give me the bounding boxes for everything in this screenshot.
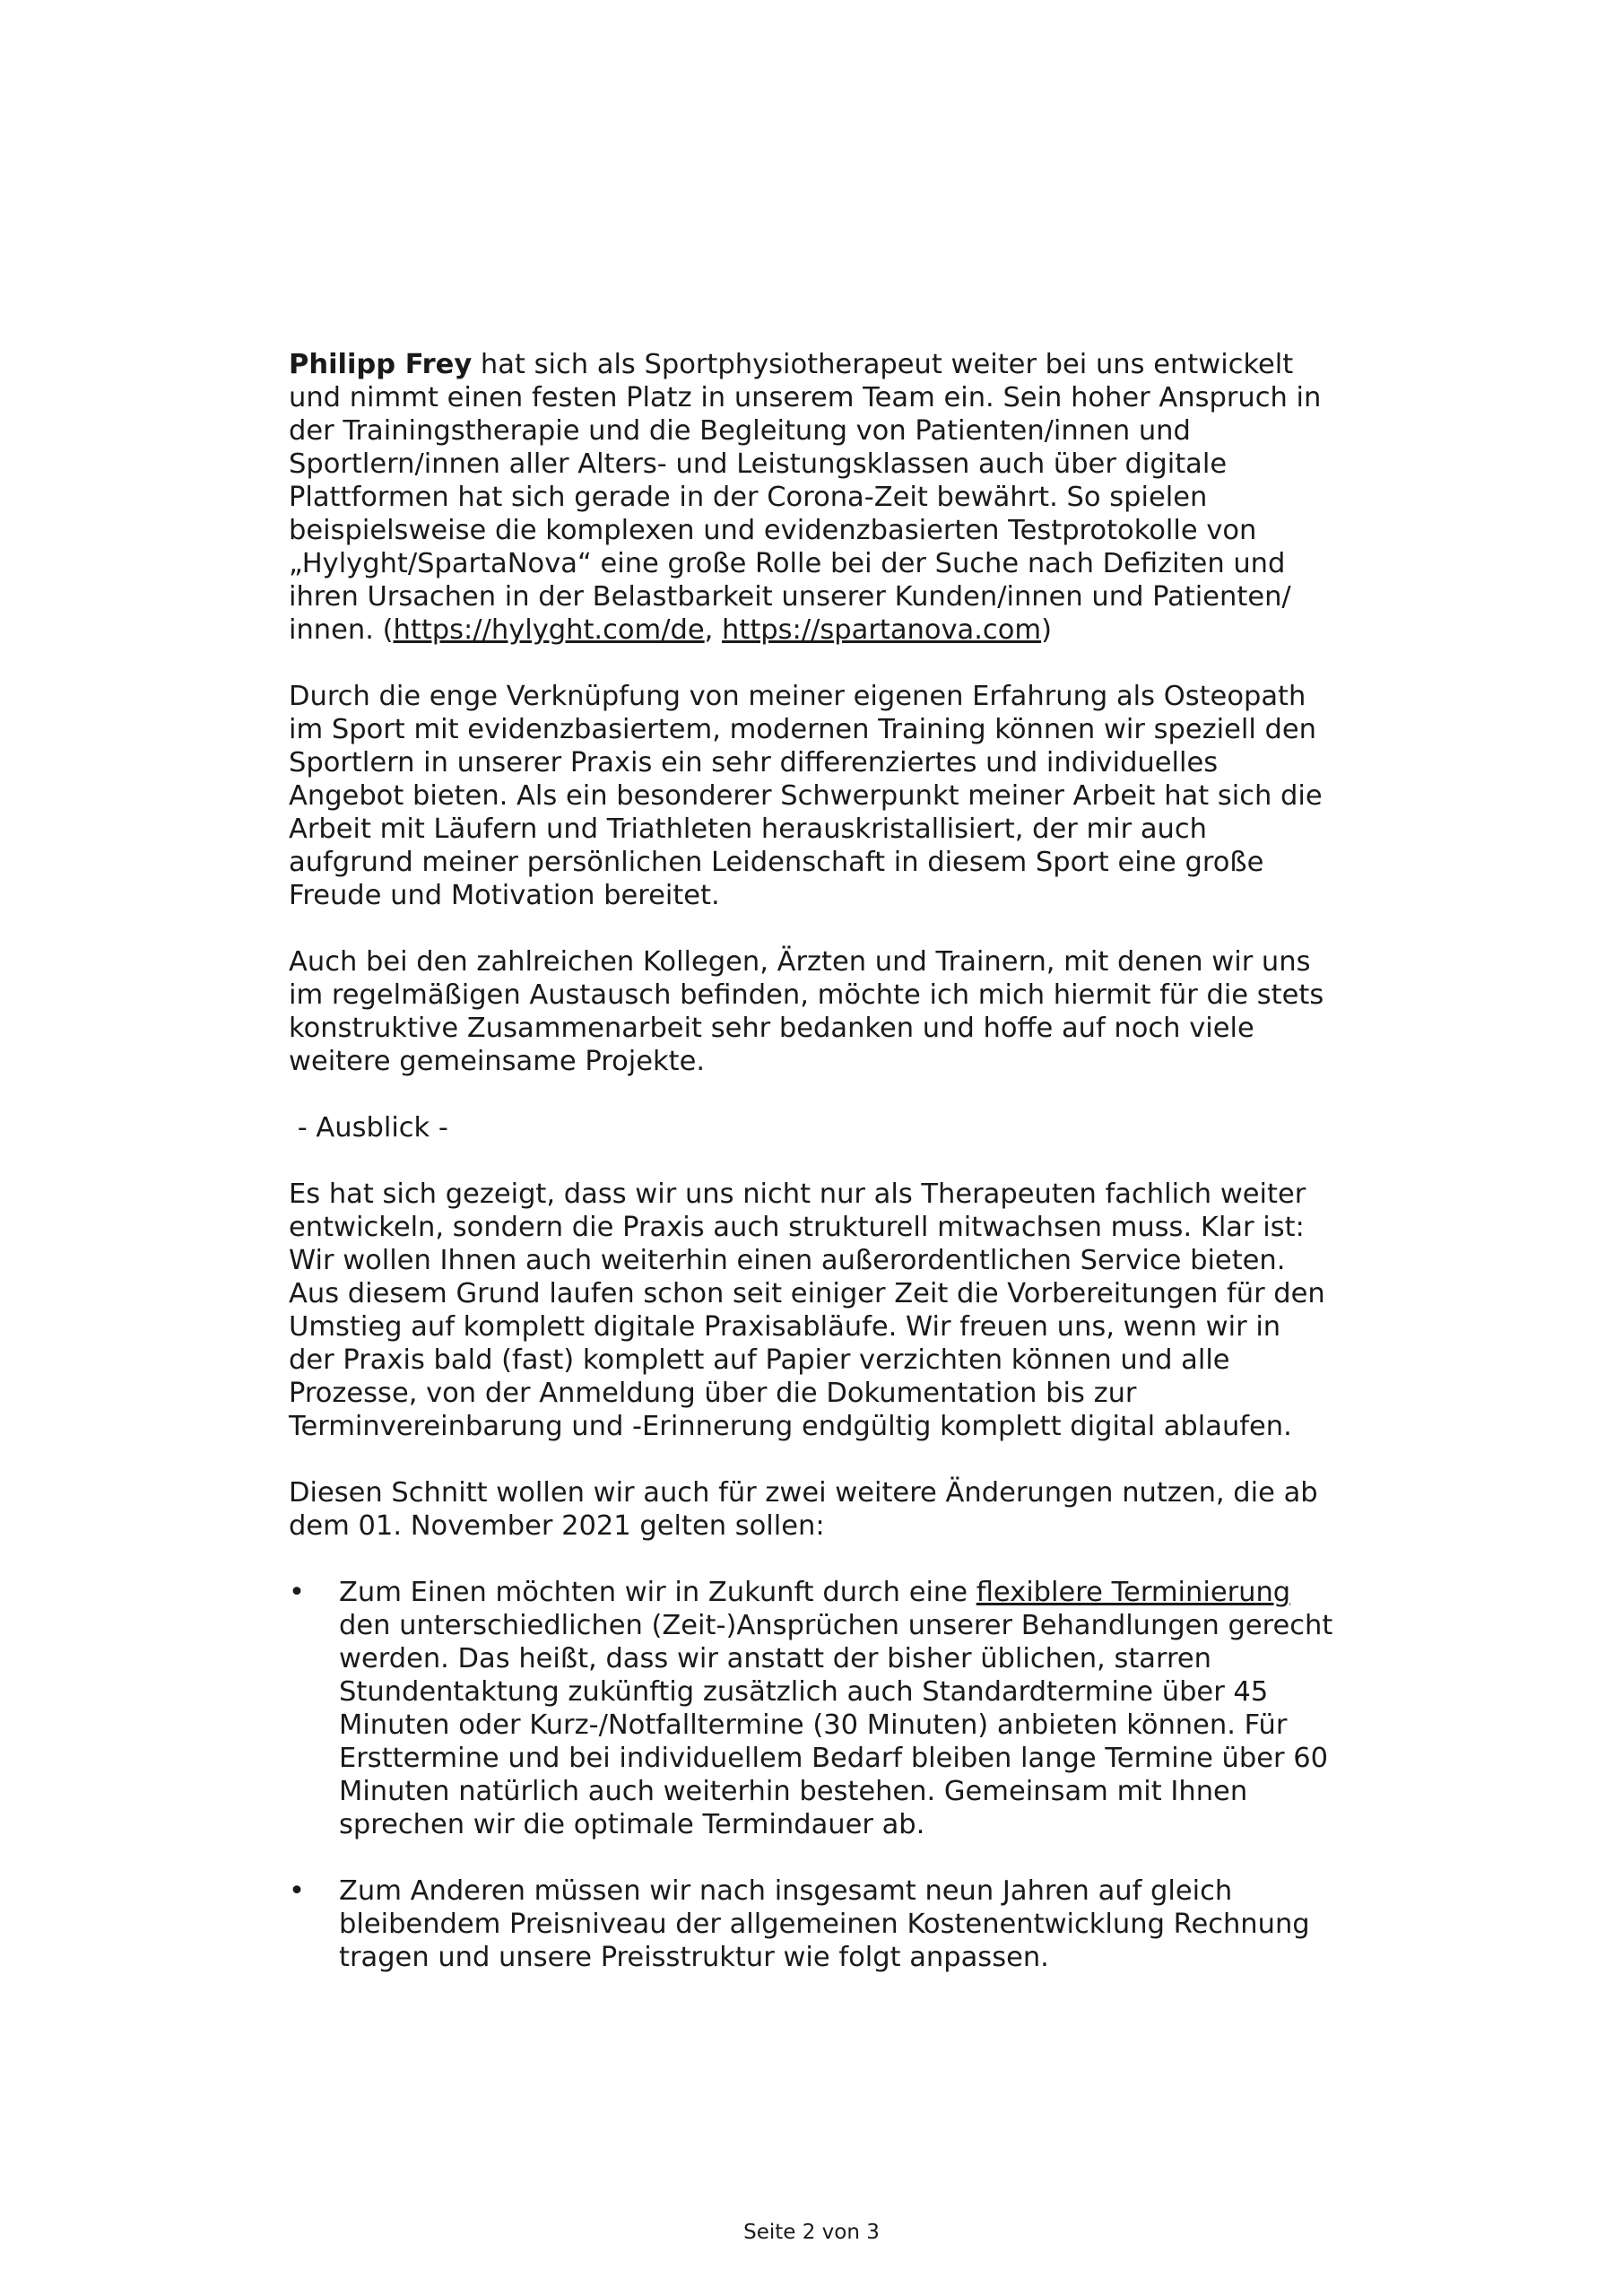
person-name: Philipp Frey bbox=[289, 349, 473, 380]
text-line: Plattformen hat sich gerade in der Corona-Zeit bewährt. So spielen bbox=[289, 482, 1208, 513]
text-line: Umstieg auf komplett digitale Praxisabläufe. Wir freuen uns, wenn wir in bbox=[289, 1311, 1281, 1343]
spartanova-link[interactable]: https://spartanova.com bbox=[722, 614, 1042, 646]
text-line: Arbeit mit Läufern und Triathleten herauskristallisiert, der mir auch bbox=[289, 813, 1207, 845]
text-line: Wir wollen Ihnen auch weiterhin einen außerordentlichen Service bieten. bbox=[289, 1245, 1286, 1276]
text-line: Auch bei den zahlreichen Kollegen, Ärzten und Trainern, mit denen wir uns bbox=[289, 946, 1311, 978]
text-line: tragen und unsere Preisstruktur wie folgt anpassen. bbox=[339, 1942, 1049, 1973]
text-line: Sportlern in unserer Praxis ein sehr differenziertes und individuelles bbox=[289, 747, 1219, 778]
text-line: Diesen Schnitt wollen wir auch für zwei weitere Änderungen nutzen, die ab bbox=[289, 1477, 1318, 1509]
text-line: konstruktive Zusammenarbeit sehr bedanken und hoffe auf noch viele bbox=[289, 1013, 1254, 1044]
text-line: Terminvereinbarung und -Erinnerung endgültig komplett digital ablaufen. bbox=[289, 1411, 1292, 1442]
text-line: ihren Ursachen in der Belastbarkeit unserer Kunden/innen und Patienten/ bbox=[289, 581, 1291, 613]
heading-text: - Ausblick - bbox=[289, 1112, 448, 1144]
text-line: Sportlern/innen aller Alters- und Leistungsklassen auch über digitale bbox=[289, 448, 1228, 480]
text-line bbox=[289, 613, 1347, 647]
text-line: dem 01. November 2021 gelten sollen: bbox=[289, 1510, 825, 1542]
paragraph-digital bbox=[289, 1178, 1347, 1443]
page-number: Seite 2 von 3 bbox=[743, 2221, 880, 2244]
text-line: bleibendem Preisniveau der allgemeinen Kostenentwicklung Rechnung bbox=[339, 1909, 1310, 1940]
paragraph-thanks bbox=[289, 945, 1347, 1078]
text-line: und nimmt einen festen Platz in unserem Team ein. Sein hoher Anspruch in bbox=[289, 382, 1322, 413]
text-line: Minuten natürlich auch weiterhin bestehen. Gemeinsam mit Ihnen bbox=[339, 1776, 1248, 1807]
bullet-icon: • bbox=[289, 1875, 305, 1907]
text-line: Minuten oder Kurz-/Notfalltermine (30 Minuten) anbieten können. Für bbox=[339, 1709, 1288, 1741]
paragraph-changes-intro bbox=[289, 1476, 1347, 1543]
text-line: im Sport mit evidenzbasiertem, modernen Training können wir speziell den bbox=[289, 714, 1316, 745]
text-line: entwickeln, sondern die Praxis auch strukturell mitwachsen muss. Klar ist: bbox=[289, 1212, 1305, 1243]
text-line: Stundentaktung zukünftig zusätzlich auch Standardtermine über 45 bbox=[339, 1676, 1269, 1708]
text-line: Aus diesem Grund laufen schon seit einiger Zeit die Vorbereitungen für den bbox=[289, 1278, 1325, 1309]
list-item-flexible-scheduling bbox=[289, 1576, 1347, 1841]
text-line: „Hylyght/SpartaNova“ eine große Rolle bei der Suche nach Defiziten und bbox=[289, 548, 1286, 579]
text-line: weitere gemeinsame Projekte. bbox=[289, 1046, 706, 1077]
text-line: Ersttermine und bei individuellem Bedarf bleiben lange Termine über 60 bbox=[339, 1743, 1329, 1774]
document-body bbox=[289, 348, 1347, 2007]
text-line: aufgrund meiner persönlichen Leidenschaft in diesem Sport eine große bbox=[289, 847, 1264, 878]
text-line: der Praxis bald (fast) komplett auf Papier verzichten können und alle bbox=[289, 1344, 1230, 1376]
text-line: Prozesse, von der Anmeldung über die Dokumentation bis zur bbox=[289, 1378, 1137, 1409]
text-fragment: innen. ( bbox=[289, 614, 394, 646]
bullet-icon: • bbox=[289, 1577, 305, 1608]
hylyght-link[interactable]: https://hylyght.com/de bbox=[393, 614, 705, 646]
text-line: Freude und Motivation bereitet. bbox=[289, 880, 720, 911]
text-line: werden. Das heißt, dass wir anstatt der bisher üblichen, starren bbox=[339, 1643, 1211, 1674]
page-footer bbox=[0, 2220, 1623, 2245]
text-line: im regelmäßigen Austausch befinden, möchte ich mich hiermit für die stets bbox=[289, 979, 1324, 1011]
text-line: sprechen wir die optimale Termindauer ab. bbox=[339, 1809, 925, 1840]
list-item-price-adjustment bbox=[289, 1874, 1347, 1974]
text-line: den unterschiedlichen (Zeit-)Ansprüchen unserer Behandlungen gerecht bbox=[339, 1610, 1333, 1641]
text-line bbox=[289, 348, 1347, 381]
text-line: Angebot bieten. Als ein besonderer Schwerpunkt meiner Arbeit hat sich die bbox=[289, 780, 1323, 812]
text-line: der Trainingstherapie und die Begleitung von Patienten/innen und bbox=[289, 415, 1191, 447]
text-line: Es hat sich gezeigt, dass wir uns nicht nur als Therapeuten fachlich weiter bbox=[289, 1178, 1306, 1210]
underlined-term: flexiblere Terminierung bbox=[976, 1577, 1291, 1608]
text-line: beispielsweise die komplexen und evidenzbasierten Testprotokolle von bbox=[289, 515, 1257, 546]
section-heading-ausblick bbox=[289, 1111, 1347, 1144]
text-line bbox=[339, 1576, 1347, 1609]
text-fragment: hat sich als Sportphysiotherapeut weiter bei uns entwickelt bbox=[472, 349, 1294, 380]
paragraph-osteopath bbox=[289, 680, 1347, 912]
text-line: Durch die enge Verknüpfung von meiner eigenen Erfahrung als Osteopath bbox=[289, 681, 1306, 712]
text-fragment: , bbox=[704, 614, 723, 646]
text-fragment: ) bbox=[1041, 614, 1052, 646]
text-line: Zum Anderen müssen wir nach insgesamt neun Jahren auf gleich bbox=[339, 1875, 1233, 1907]
paragraph-philipp-frey bbox=[289, 348, 1347, 647]
text-fragment: Zum Einen möchten wir in Zukunft durch eine bbox=[339, 1577, 976, 1608]
